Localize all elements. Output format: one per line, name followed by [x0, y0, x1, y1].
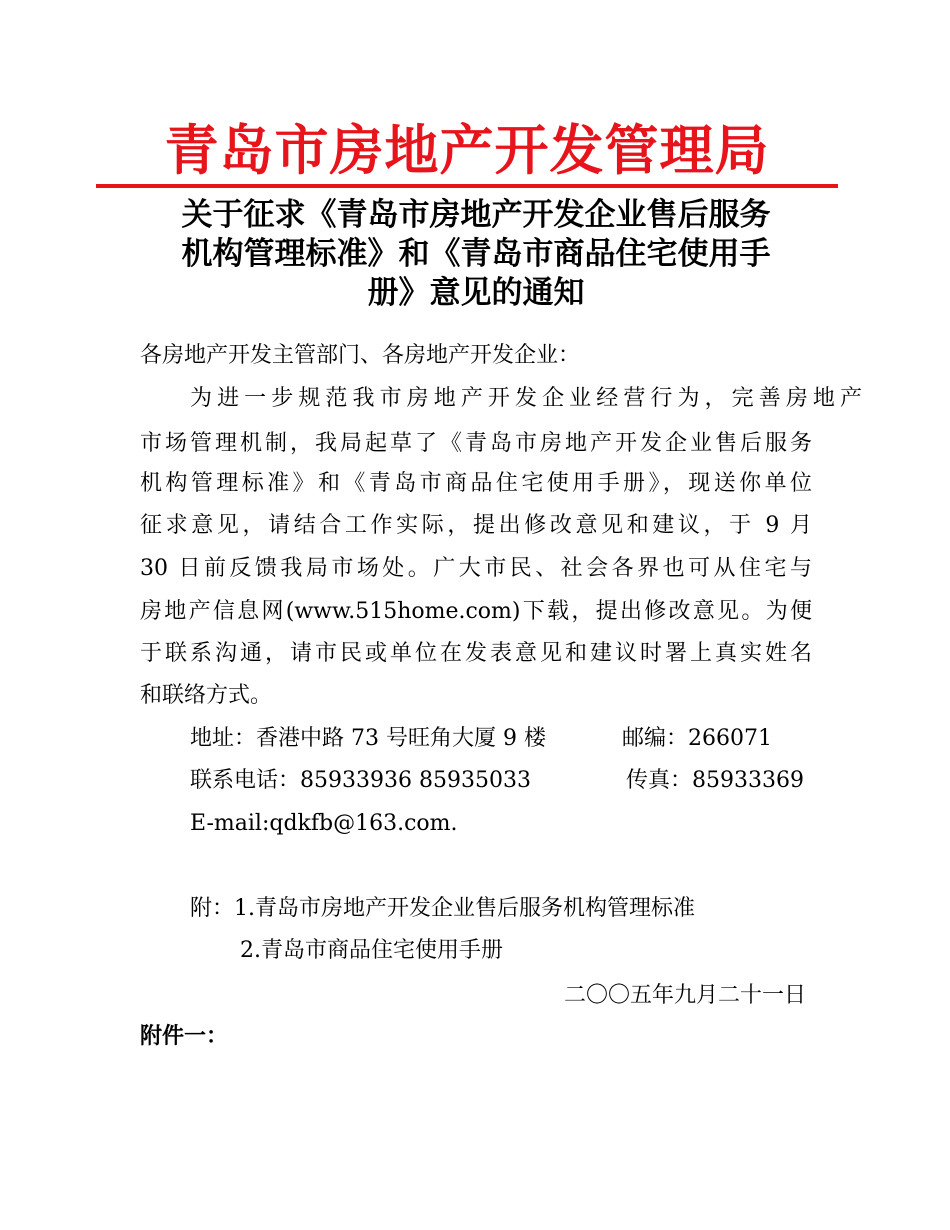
red-header-rule [96, 184, 838, 188]
body-line: 房地产信息网(www.515home.com)下载，提出修改意见。为便 [140, 599, 812, 624]
attachment-item: 2.青岛市商品住宅使用手册 [240, 938, 503, 963]
body-line: 机构管理标准》和《青岛市商品住宅使用手册》，现送你单位 [140, 471, 812, 496]
postcode-text: 邮编：266071 [622, 726, 772, 751]
body-line: 市场管理机制，我局起草了《青岛市房地产开发企业售后服务 [140, 431, 812, 456]
phone-text: 联系电话：85933936 85935033 [190, 768, 531, 793]
issuing-authority-heading: 青岛市房地产开发管理局 [164, 118, 770, 182]
body-line: 30 日前反馈我局市场处。广大市民、社会各界也可从住宅与 [140, 556, 812, 581]
title-line: 关于征求《青岛市房地产开发企业售后服务 [181, 197, 771, 233]
title-line: 册》意见的通知 [367, 275, 585, 311]
body-line: 为进一步规范我市房地产开发企业经营行为，完善房地产 [190, 386, 862, 411]
attachment-item: 附：1.青岛市房地产开发企业售后服务机构管理标准 [190, 896, 695, 921]
salutation: 各房地产开发主管部门、各房地产开发企业： [140, 343, 581, 368]
address-text: 地址：香港中路 73 号旺角大厦 9 楼 [190, 726, 546, 751]
body-line: 征求意见，请结合工作实际，提出修改意见和建议，于 9 月 [140, 513, 812, 538]
annex-label: 附件一： [140, 1024, 229, 1049]
notice-title [140, 196, 812, 313]
fax-text: 传真：85933369 [626, 768, 804, 793]
body-line: 于联系沟通，请市民或单位在发表意见和建议时署上真实姓名 [140, 641, 812, 666]
issue-date: 二〇〇五年九月二十一日 [563, 983, 806, 1008]
body-line: 和联络方式。 [140, 683, 273, 708]
email-text: E-mail:qdkfb@163.com. [190, 811, 458, 836]
title-line: 机构管理标准》和《青岛市商品住宅使用手 [181, 236, 771, 272]
